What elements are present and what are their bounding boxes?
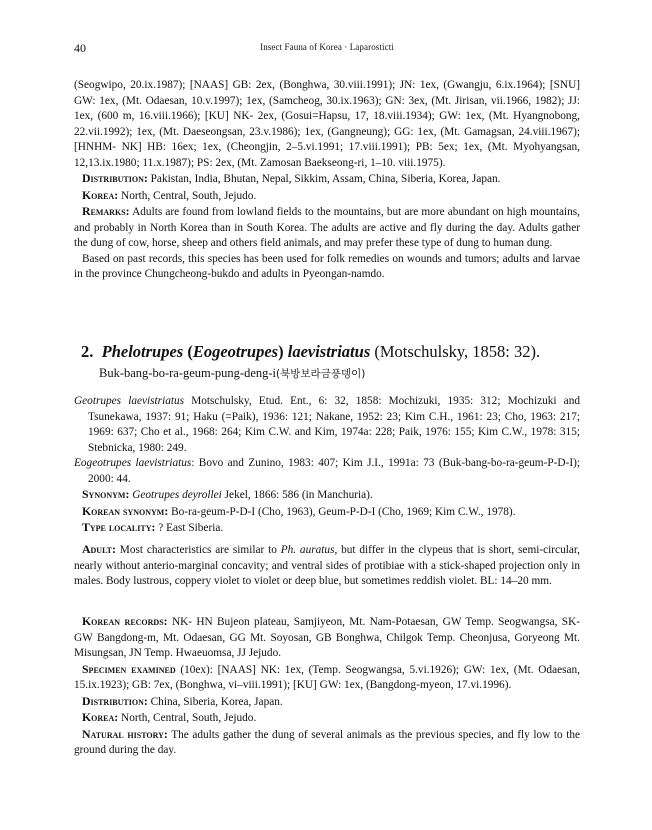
records-block: [74, 614, 580, 759]
adult-text-b: , but differ in the clypeus that is short, semi-circular, nearly without anterio-marginal concavity; and ventral sides of protibiae with a stick-shaped projection only in males. Body lustrous, coppery violet to violet or deep blue, but sometimes reddish violet. BL: 14–20 mm.: [74, 544, 581, 587]
synonymy-entry-2: [74, 456, 580, 487]
korean-records-paragraph: [74, 614, 580, 662]
adult-block: [74, 542, 580, 590]
type-locality-line: [74, 520, 580, 537]
korean-synonym-label: Korean synonym:: [82, 503, 169, 518]
specimen-records: (Seogwipo, 20.ix.1987); [NAAS] GB: 2ex, (Bonghwa, 30.viii.1991); JN: 1ex, (Gwangju, 6.ix.1964); [SNU] GW: 1ex, (Mt. Odaesan, 10.v.1997); 1ex, (Samcheog, 30.ix.1963); GN: 3ex, (Mt. Jirisan, vii.1966, 1982); JJ: 1ex, (600 m, 16.viii.1966); [KU] NK- 2ex, (Gosui=Hapsu, 17, 18.viii.1934); GW: 1ex, (Mt. Hyangnobong, 22.vii.1992); 1ex, (Mt. Daeseongsan, 23.v.1986); 1ex, (Gangneung); GG: 1ex, (Mt. Gamagsan, 24.viii.1967); [HNHM- NK] HB: 16ex; 1ex, (Cheongjin, 2–5.vi.1991; 17.viii.1991); PB: 5ex; 1ex, (Mt. Myohyangsan, 12,13.ix.1980; 11.x.1987); PS: 2ex, (Mt. Zamosan Baekseong-ri, 1–10. viii.1975).: [74, 79, 580, 169]
species-number: 2.: [81, 342, 94, 361]
subgenus-name: Eogeotrupes: [192, 342, 279, 361]
adult-text-a: Most characteristics are similar to: [119, 544, 281, 556]
remarks-text: Adults are found from lowland fields to the mountains, but are more abundant on high mountains, and probably in North Korea than in South Korea. The adults are active and fly during the day. Adults gather the dung of cow, horse, sheep and others field animals, and may prefer these type of dung to human dung.: [74, 206, 580, 249]
species-title: 2. Phelotrupes (Eogeotrupes) laevistriatus (Motschulsky, 1858: 32).: [81, 342, 541, 361]
adult-paragraph: [74, 542, 580, 590]
korean-records-label: Korean records:: [82, 614, 168, 628]
adult-species-ref: Ph. auratus: [280, 544, 335, 556]
remarks-paragraph: [74, 204, 580, 252]
synonym-entry-text: : Bovo and Zunino, 1983: 407; Kim J.I., 1991a: 73 (Buk-bang-bo-ra-geum-P-D-I); 2000: 44.: [88, 457, 580, 485]
running-header: [74, 41, 580, 57]
korea-line: [74, 188, 580, 205]
species-epithet: laevistriatus: [287, 342, 371, 361]
type-locality-label: Type locality:: [82, 520, 156, 534]
remarks-label: Remarks:: [82, 204, 130, 218]
korea-line: [74, 710, 580, 727]
synonym-line: [74, 487, 580, 504]
natural-history-text: The adults gather the dung of several animals as the previous species, and fly low to the ground during the day.: [74, 728, 580, 756]
synonym-text: Jekel, 1866: 586 (in Manchuria).: [224, 489, 373, 501]
specimen-count: (10ex):: [180, 663, 213, 676]
synonym-entry-text: Motschulsky, Etud. Ent., 6: 32, 1858: Mochizuki, 1935: 312; Mochizuki and Tsunekawa, 1937: 91; Haku (=Paik), 1936: 121; Nakane, 1952: 23; Kim C.H., 1961: 23; Cho, 1963: 217; 1969: 637; Cho et al., 1968: 264; Kim C.W. and Kim, 1974a: 228; Paik, 1976: 155; Kim C.W., 1978: 315; Stebnicka, 1980: 249.: [88, 395, 580, 454]
previous-species-block: [74, 78, 580, 283]
natural-history-paragraph: [74, 727, 580, 759]
synonym-name: Geotrupes deyrollei: [132, 489, 222, 501]
remarks-paragraph-2: Based on past records, this species has been used for folk remedies on wounds and tumors; adults and larvae in the province Chungcheong-bukdo and adults in Pyeongan-namdo.: [74, 252, 580, 280]
korean-common-name: [99, 364, 365, 383]
korea-label: Korea:: [82, 187, 119, 202]
korean-records-text: NK- HN Bujeon plateau, Samjiyeon, Mt. Nam-Potaesan, GW Temp. Seogwangsa, SK- GW Bangdong-m, Mt. Odaesan, GG Mt. Soyosan, GB Bonghwa, Chilgok Temp. Cheonjusa, Goryeong Mt. Misungsan, JN Temp. Hwaeuomsa, JJ Jejudo.: [74, 616, 580, 659]
synonym-entry-name: Geotrupes laevistriatus: [74, 395, 185, 407]
synonym-label: Synonym:: [82, 487, 130, 501]
korea-text: North, Central, South, Jejudo.: [121, 189, 257, 202]
type-locality-text: ? East Siberia.: [158, 522, 224, 534]
synonymy-block: [74, 394, 580, 537]
page-number: 40: [74, 41, 86, 55]
running-title: Insect Fauna of Korea · Laparosticti: [260, 42, 394, 52]
korean-hangul: (북방보라금풍뎅이): [276, 368, 366, 380]
natural-history-label: Natural history:: [82, 726, 168, 741]
adult-label: Adult:: [82, 542, 116, 556]
distribution-text: Pakistan, India, Bhutan, Nepal, Sikkim, Assam, China, Siberia, Korea, Japan.: [150, 173, 501, 185]
distribution-text: China, Siberia, Korea, Japan.: [150, 695, 283, 708]
specimen-examined-label: Specimen examined: [82, 661, 176, 676]
specimen-examined-paragraph: [74, 662, 580, 694]
distribution-line: [74, 171, 580, 188]
korea-label: Korea:: [82, 710, 119, 724]
synonymy-entry-1: [74, 394, 580, 456]
korea-text: North, Central, South, Jejudo.: [121, 712, 257, 724]
korean-synonym-text: Bo-ra-geum-P-D-I (Cho, 1963), Geum-P-D-I (Cho, 1969; Kim C.W., 1978).: [171, 505, 516, 518]
korean-synonym-line: [74, 504, 580, 521]
genus-name: Phelotrupes: [101, 342, 184, 361]
distribution-line: [74, 694, 580, 711]
species-authority: (Motschulsky, 1858: 32).: [374, 342, 541, 361]
distribution-label: Distribution:: [82, 171, 148, 185]
specimen-examined-text: [NAAS] NK: 1ex, (Temp. Seogwangsa, 5.vi.1926); GW: 1ex, (Mt. Odaesan, 15.ix.1923); GB: 7ex, (Bonghwa, vi–viii.1991); [KU] GW: 1ex, (Bangdong-myeon, 17.vi.1996).: [74, 663, 580, 691]
korean-romanized: Buk-bang-bo-ra-geum-pung-deng-i: [99, 366, 277, 380]
synonym-entry-name: Eogeotrupes laevistriatus: [74, 457, 192, 469]
distribution-label: Distribution:: [82, 693, 148, 708]
